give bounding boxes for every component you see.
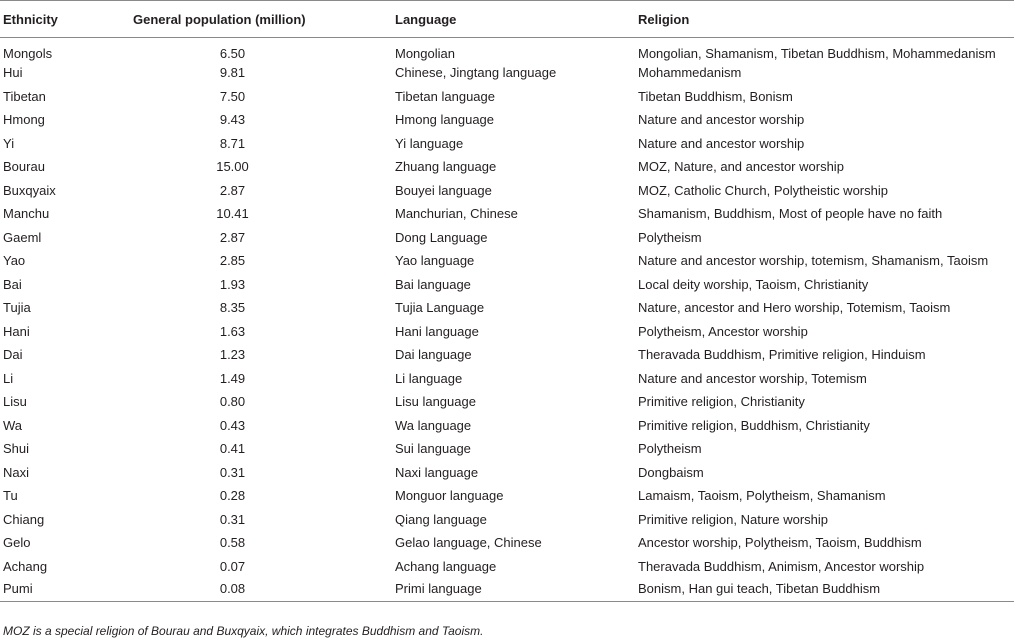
table-row [0, 108, 1014, 132]
cell-language: Wa language [395, 417, 472, 433]
cell-language: Li language [395, 370, 463, 386]
table-row [0, 249, 1014, 273]
cell-language: Bai language [395, 276, 471, 292]
cell-population: 2.87 [219, 229, 246, 245]
table-row [0, 555, 1014, 579]
cell-population: 15.00 [216, 159, 249, 175]
cell-religion: Local deity worship, Taoism, Christianity [638, 276, 869, 292]
cell-religion: Theravada Buddhism, Animism, Ancestor worship [638, 558, 925, 574]
cell-population: 2.85 [219, 253, 246, 269]
cell-ethnicity: Tibetan [3, 88, 46, 104]
cell-ethnicity: Li [3, 370, 14, 386]
cell-religion: Primitive religion, Nature worship [638, 511, 829, 527]
table-row [0, 85, 1014, 109]
cell-religion: Nature and ancestor worship [638, 135, 805, 151]
cell-language: Sui language [395, 441, 471, 457]
cell-population: 9.43 [219, 112, 246, 128]
table-body [0, 38, 1014, 602]
cell-population: 1.93 [219, 276, 246, 292]
header-ethnicity: Ethnicity [0, 1, 133, 38]
cell-population: 8.71 [219, 135, 246, 151]
cell-language: Lisu language [395, 394, 476, 410]
cell-language: Manchurian, Chinese [395, 206, 518, 222]
cell-ethnicity: Dai [3, 347, 23, 363]
table-row [0, 437, 1014, 461]
table-footnote: MOZ is a special religion of Bourau and Buxqyaix, which integrates Buddhism and Taoism. [3, 624, 484, 638]
cell-language: Primi language [392, 578, 635, 602]
cell-population: 0.41 [219, 441, 246, 457]
cell-population: 1.49 [219, 370, 246, 386]
cell-ethnicity: Tu [3, 488, 18, 504]
table-row [0, 414, 1014, 438]
cell-religion: Nature and ancestor worship, totemism, Shamanism, Taoism [638, 253, 989, 269]
table-row [0, 367, 1014, 391]
cell-population: 10.41 [216, 206, 249, 222]
cell-ethnicity: Hani [3, 323, 30, 339]
cell-ethnicity: Gaeml [3, 229, 42, 245]
table-row [0, 38, 1014, 62]
cell-population: 0.43 [219, 417, 246, 433]
cell-population: 0.58 [219, 535, 246, 551]
cell-population: 6.50 [219, 46, 246, 61]
cell-ethnicity: Shui [3, 441, 30, 457]
table-row [0, 484, 1014, 508]
cell-religion: Shamanism, Buddhism, Most of people have no faith [638, 206, 943, 222]
table-row [0, 578, 1014, 602]
cell-population: 1.23 [219, 347, 246, 363]
table-row [0, 296, 1014, 320]
table-row [0, 179, 1014, 203]
cell-language: Monguor language [395, 488, 504, 504]
cell-ethnicity: Naxi [3, 464, 30, 480]
cell-religion: Nature and ancestor worship [638, 112, 805, 128]
cell-population: 0.31 [219, 511, 246, 527]
cell-language: Bouyei language [395, 182, 492, 198]
cell-language: Tibetan language [395, 88, 495, 104]
cell-ethnicity: Tujia [3, 300, 31, 316]
table-row [0, 320, 1014, 344]
cell-religion: Dongbaism [638, 464, 704, 480]
cell-religion: Mohammedanism [638, 65, 742, 81]
cell-population: 1.63 [219, 323, 246, 339]
cell-ethnicity: Hui [3, 65, 23, 81]
table-row [0, 531, 1014, 555]
cell-language: Tujia Language [395, 300, 485, 316]
cell-religion: Nature and ancestor worship, Totemism [638, 370, 867, 386]
cell-ethnicity: Bourau [3, 159, 45, 175]
cell-language: Yi language [395, 135, 464, 151]
cell-ethnicity: Buxqyaix [3, 182, 56, 198]
cell-religion: Bonism, Han gui teach, Tibetan Buddhism [635, 578, 1014, 602]
table-row [0, 343, 1014, 367]
cell-language: Qiang language [395, 511, 487, 527]
cell-language: Hani language [395, 323, 479, 339]
cell-population: 0.80 [219, 394, 246, 410]
table-row [0, 202, 1014, 226]
cell-language: Yao language [395, 253, 475, 269]
cell-religion: Theravada Buddhism, Primitive religion, Hinduism [638, 347, 926, 363]
cell-population: 0.08 [133, 578, 392, 602]
cell-language: Gelao language, Chinese [395, 535, 542, 551]
cell-population: 0.07 [219, 558, 246, 574]
cell-religion: Mongolian, Shamanism, Tibetan Buddhism, Mohammedanism [638, 46, 996, 61]
cell-religion: Polytheism [638, 229, 702, 245]
table-row [0, 61, 1014, 85]
cell-religion: Polytheism, Ancestor worship [638, 323, 808, 339]
cell-religion: Lamaism, Taoism, Polytheism, Shamanism [638, 488, 886, 504]
cell-population: 2.87 [219, 182, 246, 198]
cell-language: Dong Language [395, 229, 488, 245]
table-row [0, 273, 1014, 297]
cell-language: Mongolian [395, 46, 455, 61]
cell-ethnicity: Wa [3, 417, 23, 433]
cell-ethnicity: Manchu [3, 206, 50, 222]
cell-religion: Primitive religion, Buddhism, Christianity [638, 417, 870, 433]
cell-language: Chinese, Jingtang language [395, 65, 557, 81]
table-row [0, 461, 1014, 485]
cell-ethnicity: Mongols [3, 46, 53, 61]
cell-ethnicity: Yi [3, 135, 15, 151]
cell-religion: MOZ, Catholic Church, Polytheistic worship [638, 182, 888, 198]
cell-ethnicity: Achang [3, 558, 48, 574]
cell-population: 7.50 [219, 88, 246, 104]
cell-ethnicity: Hmong [3, 112, 45, 128]
cell-religion: Tibetan Buddhism, Bonism [638, 88, 793, 104]
cell-religion: Primitive religion, Christianity [638, 394, 805, 410]
cell-population: 0.31 [219, 464, 246, 480]
cell-language: Naxi language [395, 464, 479, 480]
cell-ethnicity: Pumi [0, 578, 133, 602]
table-row [0, 155, 1014, 179]
cell-ethnicity: Yao [3, 253, 26, 269]
cell-ethnicity: Gelo [3, 535, 31, 551]
cell-language: Dai language [395, 347, 472, 363]
header-row [0, 1, 1014, 38]
table-header [0, 1, 1014, 38]
header-population: General population (million) [133, 1, 392, 38]
cell-population: 0.28 [219, 488, 246, 504]
cell-religion: Polytheism [638, 441, 702, 457]
cell-population: 8.35 [219, 300, 246, 316]
cell-language: Zhuang language [395, 159, 497, 175]
table-row [0, 132, 1014, 156]
cell-ethnicity: Chiang [3, 511, 45, 527]
cell-language: Hmong language [395, 112, 495, 128]
cell-population: 9.81 [219, 65, 246, 81]
cell-language: Achang language [395, 558, 497, 574]
cell-religion: MOZ, Nature, and ancestor worship [638, 159, 844, 175]
cell-religion: Ancestor worship, Polytheism, Taoism, Buddhism [638, 535, 922, 551]
table-row [0, 226, 1014, 250]
header-language: Language [392, 1, 635, 38]
header-religion: Religion [635, 1, 1014, 38]
cell-religion: Nature, ancestor and Hero worship, Totemism, Taoism [638, 300, 951, 316]
table-row [0, 390, 1014, 414]
cell-ethnicity: Bai [3, 276, 22, 292]
cell-ethnicity: Lisu [3, 394, 27, 410]
table-row [0, 508, 1014, 532]
